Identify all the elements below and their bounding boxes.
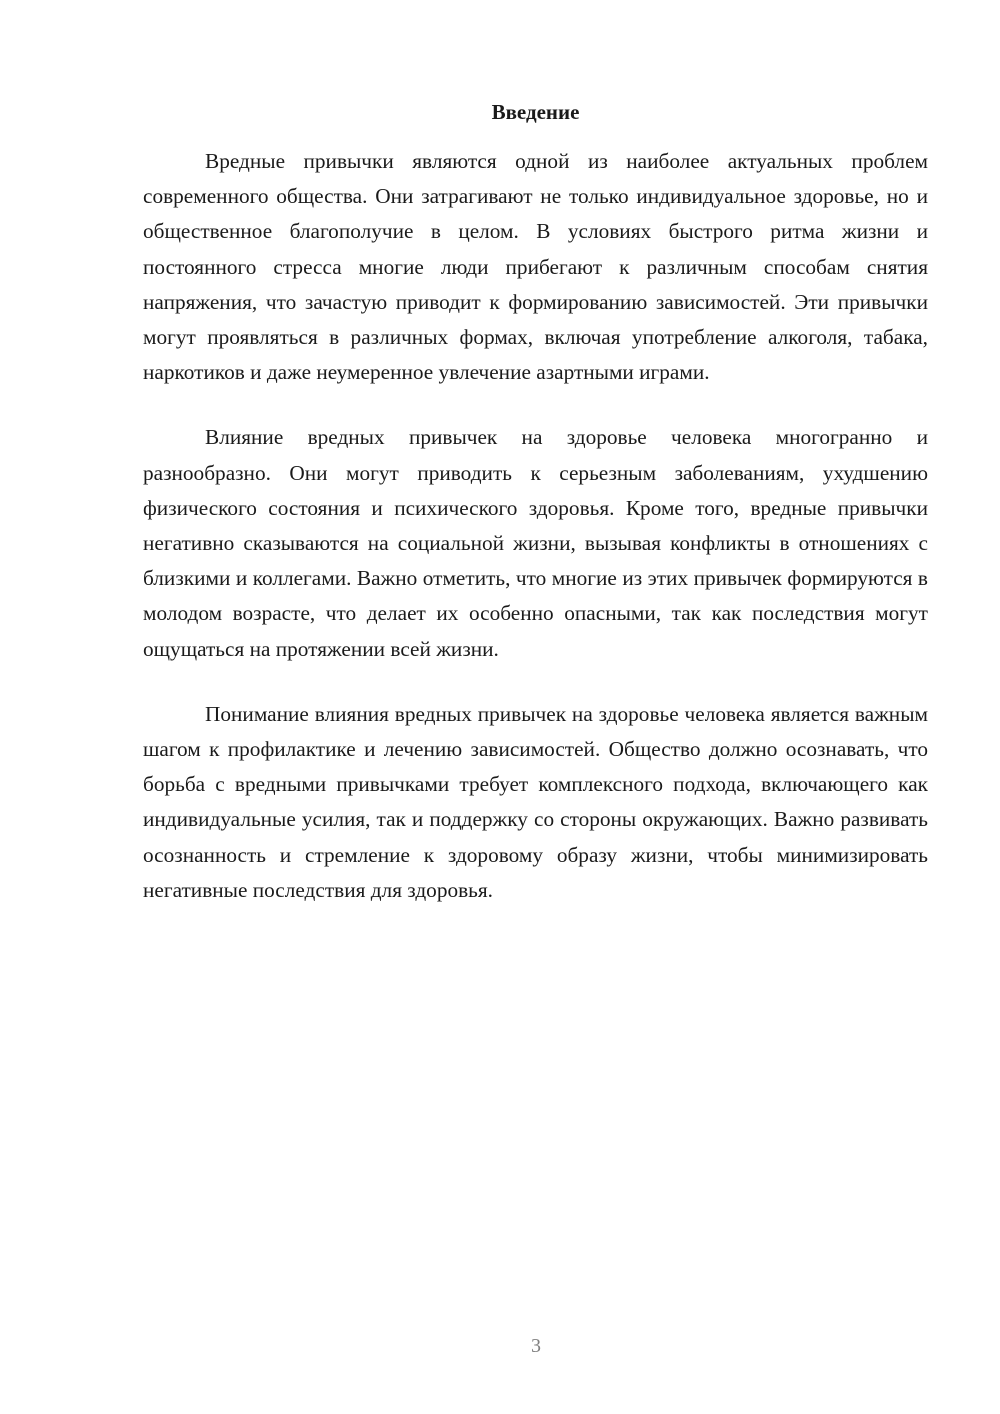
paragraph: Влияние вредных привычек на здоровье человека многогранно и разнообразно. Они могут приводить к серьезным заболеваниям, ухудшению физического состояния и психического здоровья. Кроме того, вредные привычки негативно сказываются на социальной жизни, вызывая конфликты в отношениях с близкими и коллегами. Важно отметить, что многие из этих привычек формируются в молодом возрасте, что делает их особенно опасными, так как последствия могут ощущаться на протяжении всей жизни. (143, 425, 928, 661)
page-content (143, 96, 928, 908)
page-number: 3 (531, 1335, 541, 1357)
paragraph: Вредные привычки являются одной из наиболее актуальных проблем современного общества. Они затрагивают не только индивидуальное здоровье, но и общественное благополучие в целом. В условиях быстрого ритма жизни и постоянного стресса многие люди прибегают к различным способам снятия напряжения, что зачастую приводит к формированию зависимостей. Эти привычки могут проявляться в различных формах, включая употребление алкоголя, табака, наркотиков и даже неумеренное увлечение азартными играми. (143, 149, 928, 385)
paragraph: Понимание влияния вредных привычек на здоровье человека является важным шагом к профилактике и лечению зависимостей. Общество должно осознавать, что борьба с вредными привычками требует комплексного подхода, включающего как индивидуальные усилия, так и поддержку со стороны окружающих. Важно развивать осознанность и стремление к здоровому образу жизни, чтобы минимизировать негативные последствия для здоровья. (143, 701, 928, 902)
section-heading: Введение (491, 100, 580, 124)
